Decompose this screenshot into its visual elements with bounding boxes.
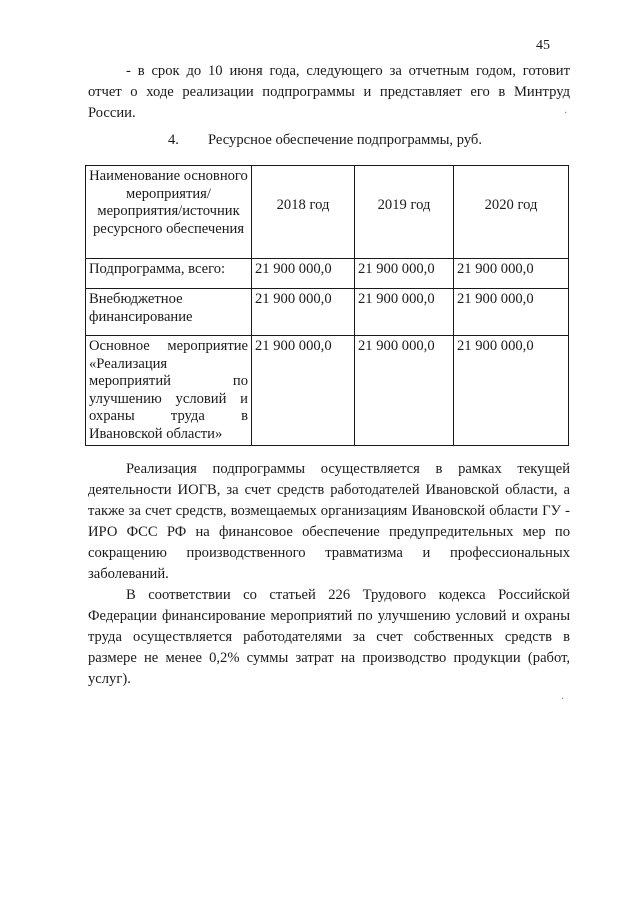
cell-2018: 21 900 000,0 bbox=[252, 289, 355, 336]
scan-speck: · bbox=[561, 694, 565, 705]
row-name-main-activity: Основное мероприятие «Реализация мероприятий по улучшению условий и охраны труда в Ивановской области» bbox=[86, 336, 252, 446]
header-activity-name: Наименование основного мероприятия/ мероприятия/источник ресурсного обеспечения bbox=[86, 166, 252, 259]
cell-2018: 21 900 000,0 bbox=[252, 259, 355, 289]
scan-speck: · bbox=[564, 108, 568, 119]
cell-2020: 21 900 000,0 bbox=[454, 259, 569, 289]
row-name-extrabudgetary: Внебюджетное финансирование bbox=[86, 289, 252, 336]
intro-paragraph: - в срок до 10 июня года, следующего за отчетным годом, готовит отчет о ходе реализации подпрограммы и представляет его в Минтруд России. bbox=[88, 63, 570, 121]
section-heading bbox=[168, 132, 482, 149]
paragraph-labor-code: В соответствии со статьей 226 Трудового кодекса Российской Федерации финансирование мероприятий по улучшению условий и охраны труда осуществляется работодателями за счет собственных средств в размере не менее 0,2% суммы затрат на производство продукции (работ, услуг). bbox=[88, 587, 570, 687]
header-2020: 2020 год bbox=[454, 166, 569, 259]
table-header-row bbox=[86, 166, 569, 259]
page-number: 45 bbox=[536, 38, 550, 53]
resource-table bbox=[85, 165, 569, 446]
cell-2019: 21 900 000,0 bbox=[355, 336, 454, 446]
section-number: 4. bbox=[168, 132, 179, 148]
header-2019: 2019 год bbox=[355, 166, 454, 259]
table-row bbox=[86, 336, 569, 446]
table-row bbox=[86, 259, 569, 289]
body-text bbox=[88, 459, 570, 690]
cell-2020: 21 900 000,0 bbox=[454, 336, 569, 446]
table-row bbox=[86, 289, 569, 336]
cell-2019: 21 900 000,0 bbox=[355, 289, 454, 336]
section-title: Ресурсное обеспечение подпрограммы, руб. bbox=[208, 132, 482, 148]
header-2018: 2018 год bbox=[252, 166, 355, 259]
cell-2019: 21 900 000,0 bbox=[355, 259, 454, 289]
paragraph-implementation: Реализация подпрограммы осуществляется в рамках текущей деятельности ИОГВ, за счет средств работодателей Ивановской области, а также за счет средств, возмещаемых организациям Ивановской области ГУ - ИРО ФСС РФ на финансовое обеспечение предупредительных мер по сокращению производственного травматизма и профессиональных заболеваний. bbox=[88, 461, 570, 582]
cell-2018: 21 900 000,0 bbox=[252, 336, 355, 446]
cell-2020: 21 900 000,0 bbox=[454, 289, 569, 336]
row-name-subprogram-total: Подпрограмма, всего: bbox=[86, 259, 252, 289]
